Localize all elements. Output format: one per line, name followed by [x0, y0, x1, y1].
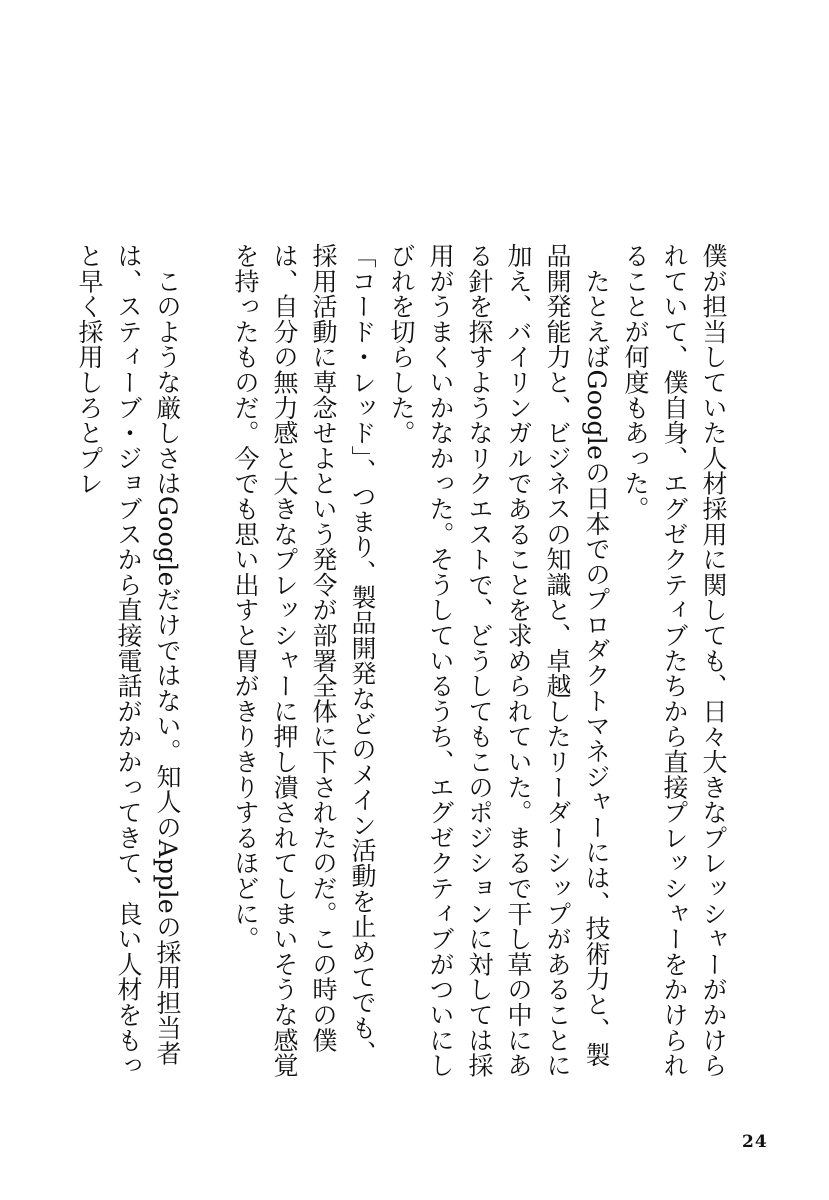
paragraph-2: たとえばGoogleの日本でのプロダクトマネジャーには、技術力と、製品開発能力と、ビジネスの知識と、卓越したリーダーシップがあることに加え、バイリンガルであることを求められていた。まるで干し草の中にある針を探すようなリクエストで、どうしてもこのポジションに対しては採用がうまくいかなかった。そうしているうち、エグゼクティブがついにしびれを切らした。 [387, 243, 611, 1078]
paragraph-break [187, 243, 226, 1083]
paragraph-1: 僕が担当していた人材採用に関しても、日々大きなプレッシャーがかけられていて、僕自身、エグゼクティブたちから直接プレッシャーをかけられることが何度もあった。 [621, 243, 728, 1078]
vertical-text-body [73, 243, 733, 1083]
paragraph-4: このような厳しさはGoogleだけではない。知人のAppleの採用担当者は、スティーブ・ジョブスから直接電話がかかってきて、良い人材をもっと早く採用しろとプレ [75, 243, 182, 1078]
page-number: 24 [742, 1132, 768, 1152]
paragraph-3: 「コード・レッド」、つまり、製品開発などのメイン活動を止めてでも、採用活動に専念せよという発令が部署全体に下されたのだ。この時の僕は、自分の無力感と大きなプレッシャーに押し潰されてしまいそうな感覚を持ったものだ。今でも思い出すと胃がきりきりするほどに。 [231, 243, 377, 1078]
